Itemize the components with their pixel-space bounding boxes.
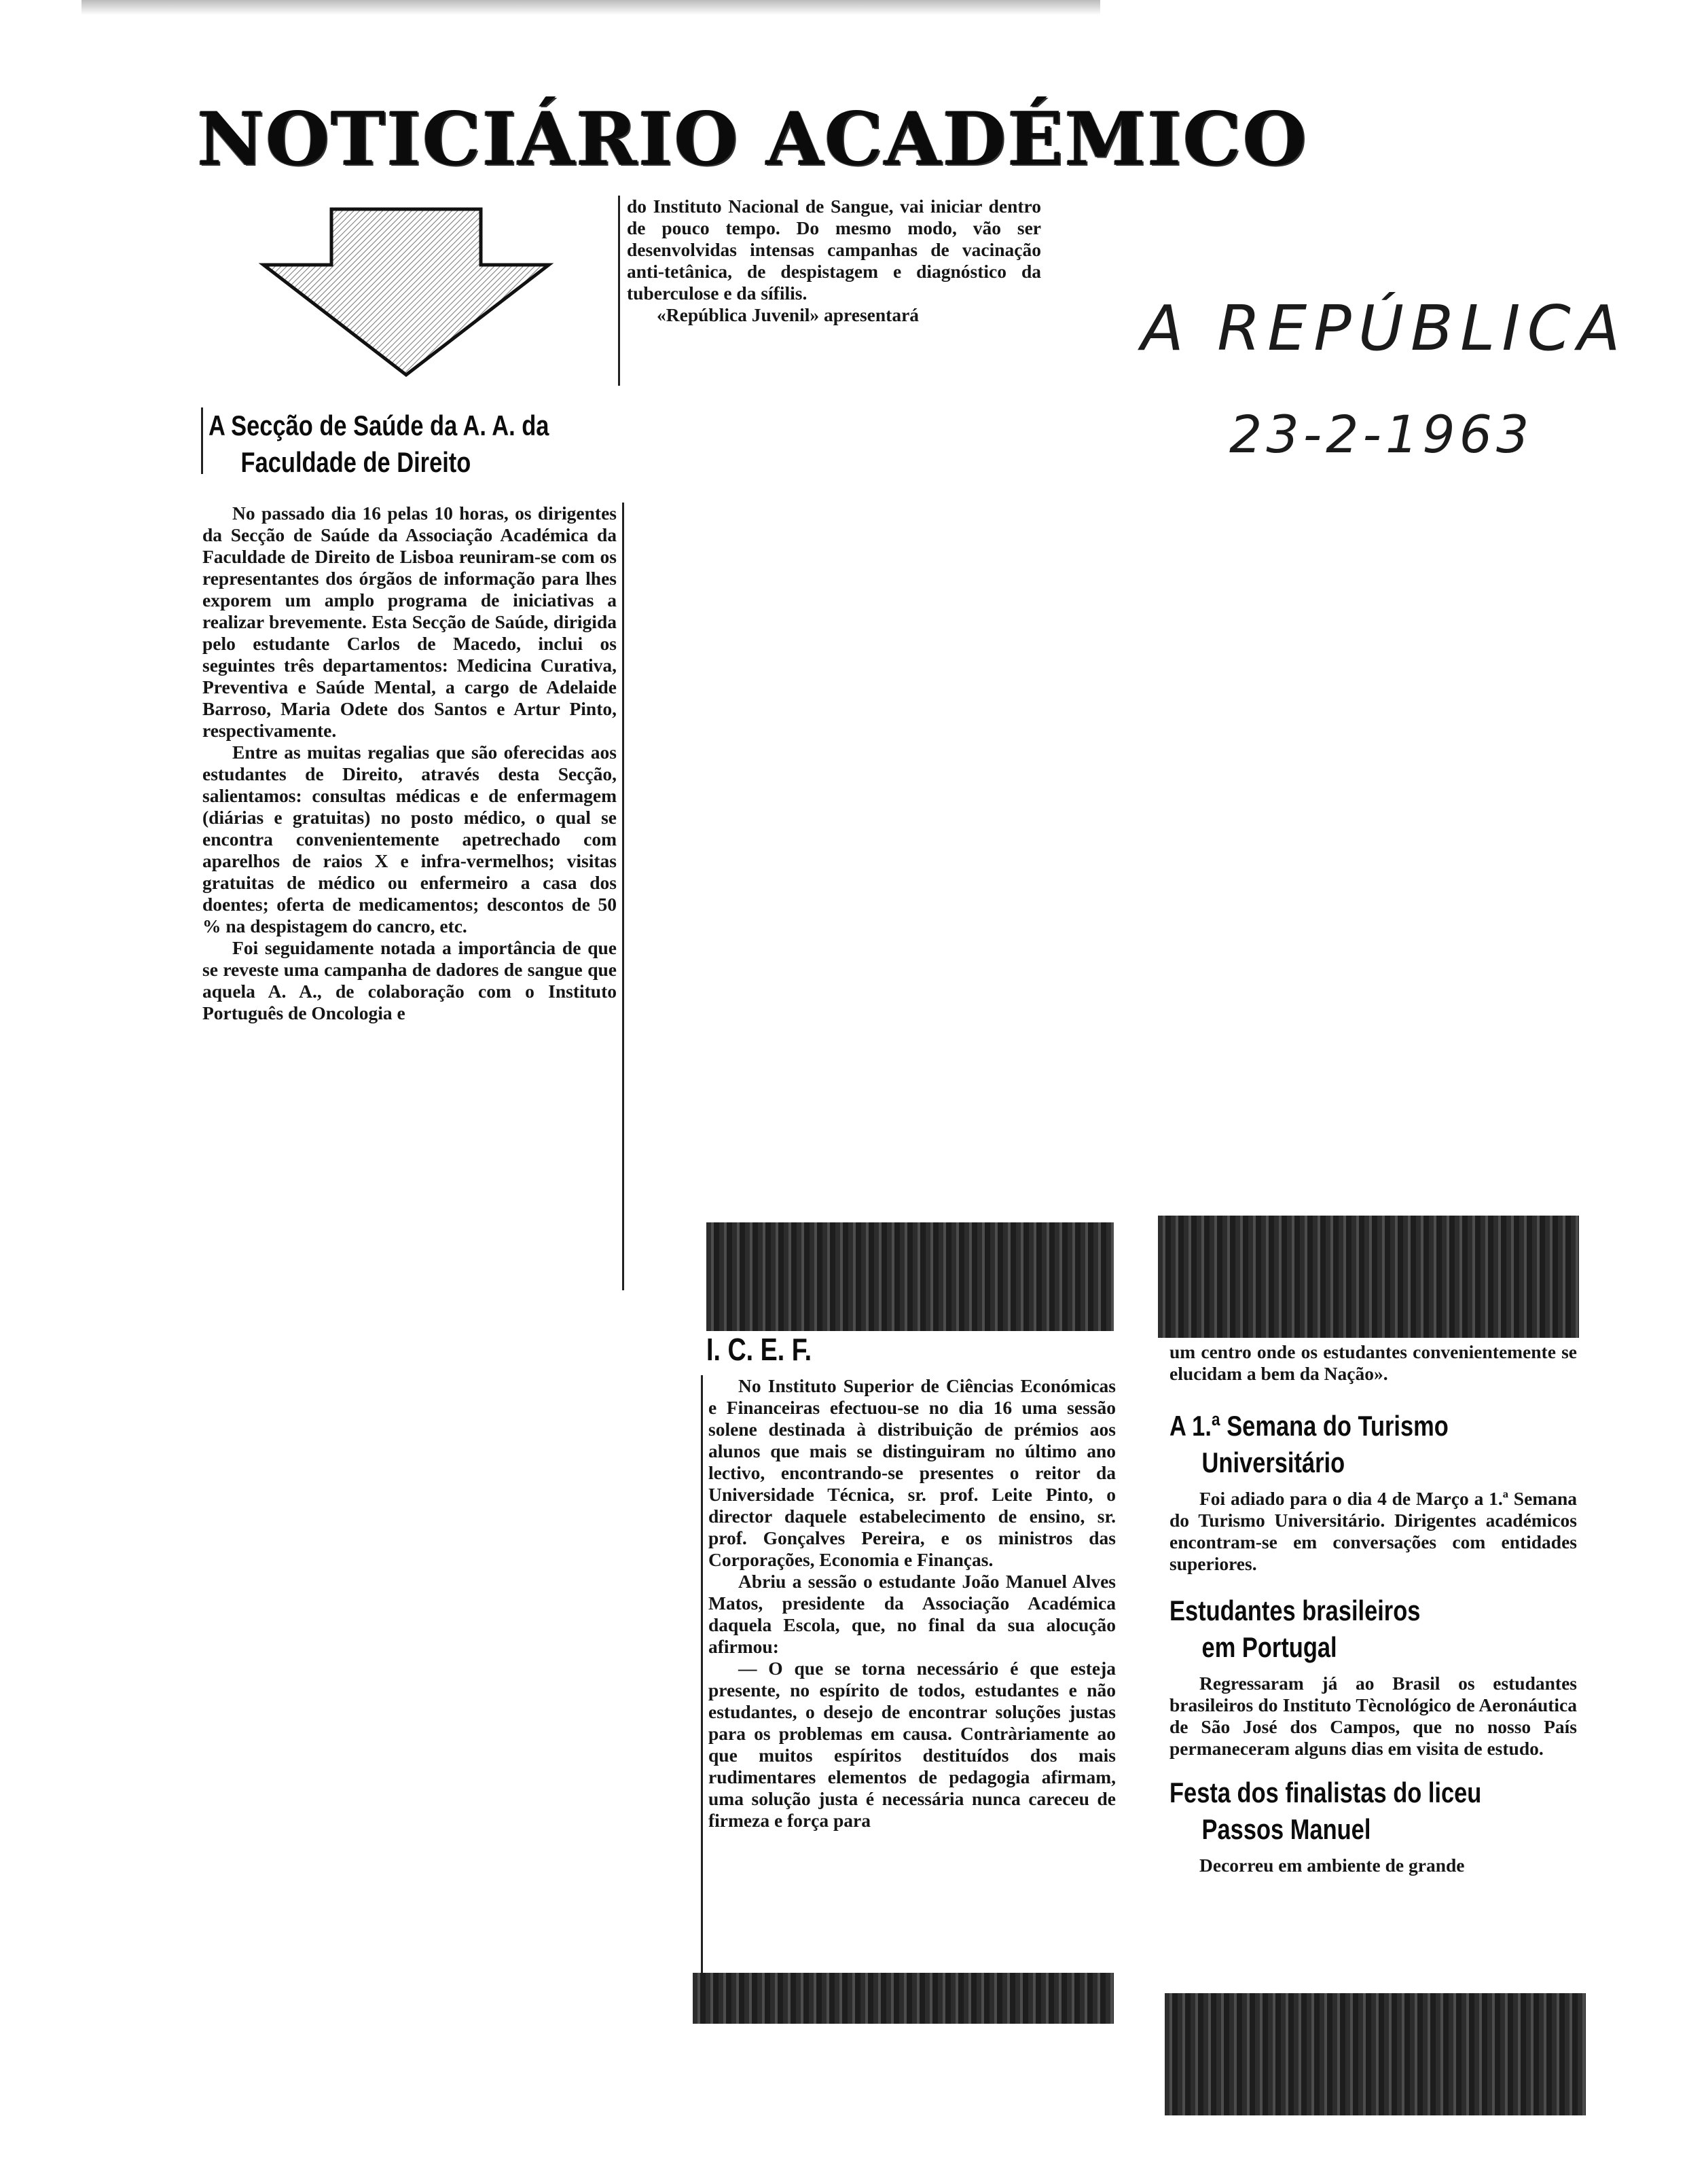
turismo-title-line1: A 1.ª Semana do Turismo	[1169, 1410, 1449, 1442]
brasil-title-line1: Estudantes brasileiros	[1169, 1595, 1421, 1626]
article-health-title-line2: Faculdade de Direito	[240, 446, 471, 478]
article-paragraph: um centro onde os estudantes convenientemente se elucidam a bem da Nação».	[1169, 1341, 1577, 1384]
article-icef-header	[706, 1331, 1114, 1372]
article-paragraph: No passado dia 16 pelas 10 horas, os dirigentes da Secção de Saúde da Associação Académica da Faculdade de Direito de Lisboa reuniram-se com os representantes dos órgãos de informação para lhes exporem um amplo programa de iniciativas a realizar brevemente. Esta Secção de Saúde, dirigida pelo estudante Carlos de Macedo, inclui os seguintes três departamentos: Medicina Curativa, Preventiva e Saúde Mental, a cargo de Adelaide Barroso, Maria Odete dos Santos e Artur Pinto, respectivamente.	[202, 503, 617, 741]
smudged-header-block	[1158, 1216, 1579, 1338]
article-paragraph: Foi adiado para o dia 4 de Março a 1.ª Semana do Turismo Universitário. Dirigentes académicos encontram-se em conversações com entidades superiores.	[1169, 1488, 1577, 1574]
article-paragraph: Foi seguidamente notada a importância de que se reveste uma campanha de dadores de sangue que aquela A. A., de colaboração com o Instituto Português de Oncologia e	[202, 937, 617, 1023]
article-paragraph: «República Juvenil» apresentará	[657, 304, 920, 325]
handwritten-date: 23-2-1963	[1229, 404, 1533, 465]
handwritten-publication: A REPÚBLICA	[1141, 292, 1627, 365]
article-icef-title: I. C. E. F.	[706, 1332, 812, 1367]
article-icef-body	[701, 1375, 1116, 1973]
article-paragraph: No Instituto Superior de Ciências Económicas e Financeiras efectuou-se no dia 16 uma sessão solene destinada à distribuição de prémios aos alunos que mais se distinguiram no último ano lectivo, encontrando-se presentes o reitor da Universidade Técnica, sr. prof. Leite Pinto, o director daquele estabelecimento de ensino, sr. prof. Gonçalves Pereira, e os ministros das Corporações, Economia e Finanças.	[708, 1375, 1116, 1570]
article-health-continued	[618, 196, 1041, 386]
smudged-footer-block	[693, 1973, 1114, 2024]
masthead: NOTICIÁRIO ACADÉMICO	[197, 96, 1308, 182]
article-paragraph: Abriu a sessão o estudante João Manuel Alves Matos, presidente da Associação Académica daquela Escola, que, no final da sua alocução afirmou:	[708, 1571, 1116, 1657]
article-paragraph: Entre as muitas regalias que são oferecidas aos estudantes de Direito, através desta Secção, salientamos: consultas médicas e de enfermagem (diárias e gratuitas) no posto médico, o qual se encontra convenientemente apetrechado com aparelhos de raios X e infra-vermelhos; visitas gratuitas de médico ou enfermeiro a casa dos doentes; oferta de medicamentos; descontos de 50 % na despistagem do cancro, etc.	[202, 742, 617, 936]
festa-title-line2: Passos Manuel	[1201, 1813, 1371, 1845]
turismo-title-line2: Universitário	[1201, 1446, 1345, 1478]
down-arrow-icon	[257, 204, 556, 380]
article-health-title-line1: A Secção de Saúde da A. A. da	[208, 410, 549, 441]
article-paragraph: — O que se torna necessário é que esteja presente, no espírito de todos, estudantes e não estudantes, o desejo de encontrar soluções justas para os problemas em causa. Contràriamente ao que muitos espíritos destituídos dos mais rudimentares elementos de pedagogia afirmam, uma solução justa é necessária nunca careceu de firmeza e força para	[708, 1658, 1116, 1831]
article-paragraph: Decorreu em ambiente de grande	[1199, 1855, 1465, 1876]
article-health-header	[201, 407, 630, 478]
smudged-header-block	[706, 1222, 1114, 1331]
smudged-footer-block	[1165, 1993, 1586, 2115]
brasil-title-line2: em Portugal	[1201, 1631, 1337, 1663]
festa-title-line1: Festa dos finalistas do liceu	[1169, 1777, 1482, 1808]
article-paragraph: do Instituto Nacional de Sangue, vai iniciar dentro de pouco tempo. Do mesmo modo, vão ser desenvolvidas intensas campanhas de vacinação anti-tetânica, de despistagem e diagnóstico da tuberculose e da sífilis.	[627, 196, 1041, 304]
scan-edge	[81, 0, 1100, 15]
article-health-body	[202, 503, 624, 1290]
article-right-column	[1169, 1341, 1577, 1983]
article-paragraph: Regressaram já ao Brasil os estudantes brasileiros do Instituto Tècnológico de Aeronáutica de São José dos Campos, que no nosso País permaneceram alguns dias em visita de estudo.	[1169, 1673, 1577, 1759]
